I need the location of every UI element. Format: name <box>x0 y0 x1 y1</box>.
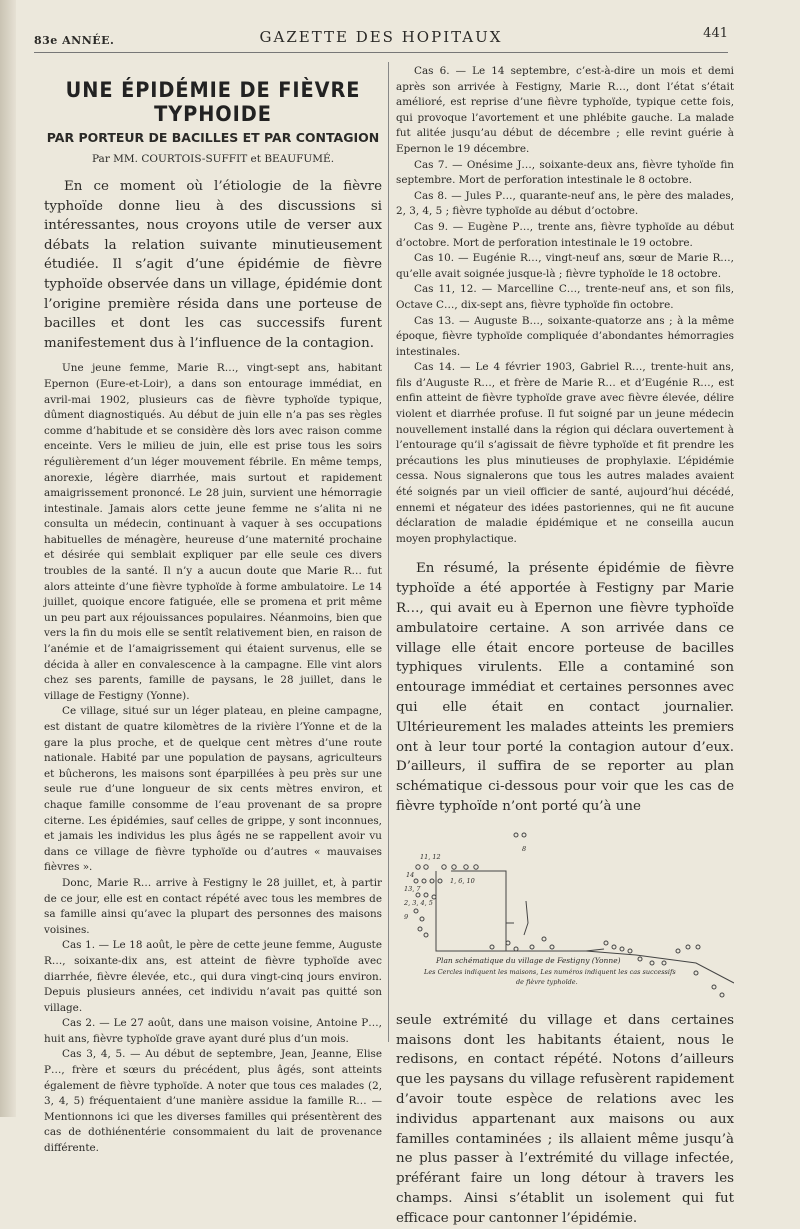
left-column <box>44 64 382 1157</box>
page-number: 441 <box>703 26 728 41</box>
column-divider <box>388 62 389 1042</box>
case-paragraph: Cas 6. — Le 14 septembre, c’est-à-dire un mois et demi après son arrivée à Festigny, Marie R…, dont l’état s’était amélioré, est reprise d’une fièvre typhoïde, typique cette fois, qui provoque l’avortement et une phlébite gauche. La malade fut alitée jusqu’au début de décembre ; elle revint guérie à Epernon le 19 décembre. <box>396 65 734 155</box>
case-paragraph: Cas 8. — Jules P…, quarante-neuf ans, le père des malades, 2, 3, 4, 5 ; fièvre typhoïde au début d’octobre. <box>396 189 734 218</box>
diagram-caption: Plan schématique du village de Festigny (Yonne) <box>436 955 621 965</box>
village-plan-diagram <box>396 823 734 1009</box>
case-label: 9 <box>404 912 409 921</box>
continuation-paragraph: seule extrémité du village et dans certaines maisons dont les habitants étaient, nous le redisons, en contact répété. Notons d’ailleurs que les paysans du village refusèrent rapidement d’avoir toute espèce de relations avec les individus appartenant aux maisons ou aux familles contaminées ; ils allaient même jusqu’à ne plus passer à l’extrémité du village infectée, préférant faire un long détour à travers les champs. Ainsi s’établit un isolement qui fut efficace pour cantonner l’épidémie. <box>396 1012 734 1226</box>
case-paragraph: Cas 14. — Le 4 février 1903, Gabriel R…, trente-huit ans, fils d’Auguste R…, et frère de Marie R… et d’Eugénie R…, est enfin atteint de fièvre typhoïde grave avec fièvre élevée, délire violent et diarrhée profuse. Il fut soigné par un jeune médecin nouvellement installé dans la région qui déclara ouvertement à l’entourage qu’il s’agissait de fièvre typhoïde et fit prendre les précautions les plus minutieuses de prophylaxie. L’épidémie cessa. Nous signalerons que tous les autres malades avaient été soignés par un vieil officier de santé, aujourd’hui décédé, ennemi et négateur des idées pastoriennes, qui ne fit aucune déclaration de maladie épidémique et ne conseilla aucun moyen prophylactique. <box>396 361 734 545</box>
paragraph: Une jeune femme, Marie R…, vingt-sept ans, habitant Epernon (Eure-et-Loir), a dans son entourage immédiat, en avril-mai 1902, plusieurs cas de fièvre typhoïde typique, dûment diagnostiqués. Au début de juin elle n’a pas ses règles comme d’habitude et se considère dès lors avec raison comme enceinte. Vers le milieu de juin, elle est prise tous les soirs régulièrement d’un léger mouvement fébrile. En même temps, anorexie, légère diarrhée, mais surtout et rapidement amaigrissement prononcé. Le 28 juin, survient une hémorragie intestinale. Jamais alors cette jeune femme ne s’alita ni ne consulta un médecin, continuant à vaquer à ses occupations habituelles de ménagère, heureuse d’une maternité prochaine et désirée qui semblait expliquer par elle seule ces divers troubles de la santé. Il n’y a aucun doute que Marie R… fut alors atteinte d’une fièvre typhoïde à forme ambulatoire. Le 14 juillet, quoique encore fatiguée, elle se promena et prit même un peu part aux réjouissances populaires. Néanmoins, bien que vers la fin du mois elle se sentît relativement bien, en raison de l’anémie et de l’amaigrissement qui étaient survenus, elle se décida à aller en convalescence à la campagne. Elle vint alors chez ses parents, famille de paysans, le 28 juillet, dans le village de Festigny (Yonne). <box>44 362 382 702</box>
summary-paragraph: En résumé, la présente épidémie de fièvre typhoïde a été apportée à Festigny par Marie R…, qui avait eu à Epernon une fièvre typhoïde ambulatoire certaine. A son arrivée dans ce village elle était encore porteuse de bacilles typhiques virulents. Elle a contaminé son entourage immédiat et certaines personnes avec qui elle était en contact journalier. Ultérieurement les malades atteints les premiers ont à leur tour porté la contagion autour d’eux. D’ailleurs, il suffira de se reporter au plan schématique ci-dessous pour voir que les cas de fièvre typhoïde n’ont porté qu’à une <box>396 561 734 814</box>
article-subtitle: PAR PORTEUR DE BACILLES ET PAR CONTAGION <box>46 130 380 145</box>
article-title: UNE ÉPIDÉMIE DE FIÈVRE TYPHOIDE <box>65 78 361 126</box>
paragraph: Cas 2. — Le 27 août, dans une maison voisine, Antoine P…, huit ans, fièvre typhoïde grave ayant duré plus d’un mois. <box>44 1017 382 1045</box>
article-authors: Par MM. COURTOIS-SUFFIT et BEAUFUMÉ. <box>91 153 335 165</box>
case-paragraph: Cas 13. — Auguste B…, soixante-quatorze ans ; à la même époque, fièvre typhoïde compliquée d’abondantes hémorragies intestinales. <box>396 314 734 358</box>
case-label: 11, 12 <box>420 852 441 861</box>
case-label: 2, 3, 4, 5 <box>404 898 433 907</box>
case-label: 13, 7 <box>404 884 421 893</box>
left-body-text <box>44 361 382 1156</box>
right-column <box>396 64 734 1229</box>
case-paragraph: Cas 11, 12. — Marcelline C…, trente-neuf ans, et son fils, Octave C…, dix-sept ans, fièvre typhoïde fin octobre. <box>396 283 734 311</box>
journal-title: GAZETTE DES HOPITAUX <box>259 28 503 46</box>
diagram-legend-line-1: Les Cercles indiquent les maisons, Les numéros indiquent les cas successifs <box>424 967 676 976</box>
case-label: 14 <box>406 870 415 879</box>
case-paragraph: Cas 7. — Onésime J…, soixante-deux ans, fièvre tyhoïde fin septembre. Mort de perforation intestinale le 8 octobre. <box>396 158 734 187</box>
paragraph: Cas 3, 4, 5. — Au début de septembre, Jean, Jeanne, Elise P…, frère et sœurs du précédent, plus âgés, sont atteints également de fièvre typhoïde. A noter que tous ces malades (2, 3, 4, 5) fréquentaient d’une manière assidue la famille R… — Mentionnons ici que les diverses familles qui présentèrent des cas de dothiénentérie consommaient du lait de provenance différente. <box>44 1048 382 1155</box>
year-label: 83e ANNÉE. <box>34 34 115 47</box>
paragraph: Cas 1. — Le 18 août, le père de cette jeune femme, Auguste R…, soixante-dix ans, est atteint de fièvre typhoïde avec diarrhée, fièvre élevée, etc., qui dura vingt-cinq jours environ. Depuis plusieurs années, cet individu n’avait pas quitté son village. <box>44 939 382 1014</box>
paragraph: Donc, Marie R… arrive à Festigny le 28 juillet, et, à partir de ce jour, elle est en contact répété avec tous les membres de sa famille ainsi qu’avec la plupart des personnes des maisons voisines. <box>44 876 382 936</box>
case-label: 8 <box>522 844 527 853</box>
binding-edge <box>0 0 16 1117</box>
running-header <box>34 26 728 53</box>
paragraph: Ce village, situé sur un léger plateau, en pleine campagne, est distant de quatre kilomètres de la rivière l’Yonne et de la gare la plus proche, et de quelque cent mètres d’une route nationale. Habité par une population de paysans, agriculteurs et bûcherons, les maisons sont éparpillées à peu près sur une seule rue d’une longueur de six cents mètres environ, et chaque famille consomme de l’eau provenant de sa propre citerne. Les épidémies, sauf celles de grippe, y sont inconnues, et jamais les individus les plus âgés ne se rappellent avoir vu dans ce village de fièvre typhoïde ou d’autres « mauvaises fièvres ». <box>44 705 382 874</box>
case-label: 1, 6, 10 <box>450 876 475 885</box>
case-list <box>396 64 734 547</box>
diagram-legend-line-2: de fièvre typhoïde. <box>516 977 578 986</box>
intro-paragraph: En ce moment où l’étiologie de la fièvre typhoïde donne lieu à des discussions si intéressantes, nous croyons utile de verser aux débats la relation suivante minutieusement étudiée. Il s’agit d’une épidémie de fièvre typhoïde observée dans un village, épidémie dont l’origine première résida dans une porteuse de bacilles et dont les cas successifs furent manifestement dus à l’influence de la contagion. <box>44 179 382 351</box>
case-paragraph: Cas 10. — Eugénie R…, vingt-neuf ans, sœur de Marie R…, qu’elle avait soignée jusque-là ; fièvre typhoïde le 18 octobre. <box>396 252 734 280</box>
case-paragraph: Cas 9. — Eugène P…, trente ans, fièvre typhoïde au début d’octobre. Mort de perforation intestinale le 19 octobre. <box>396 220 734 249</box>
